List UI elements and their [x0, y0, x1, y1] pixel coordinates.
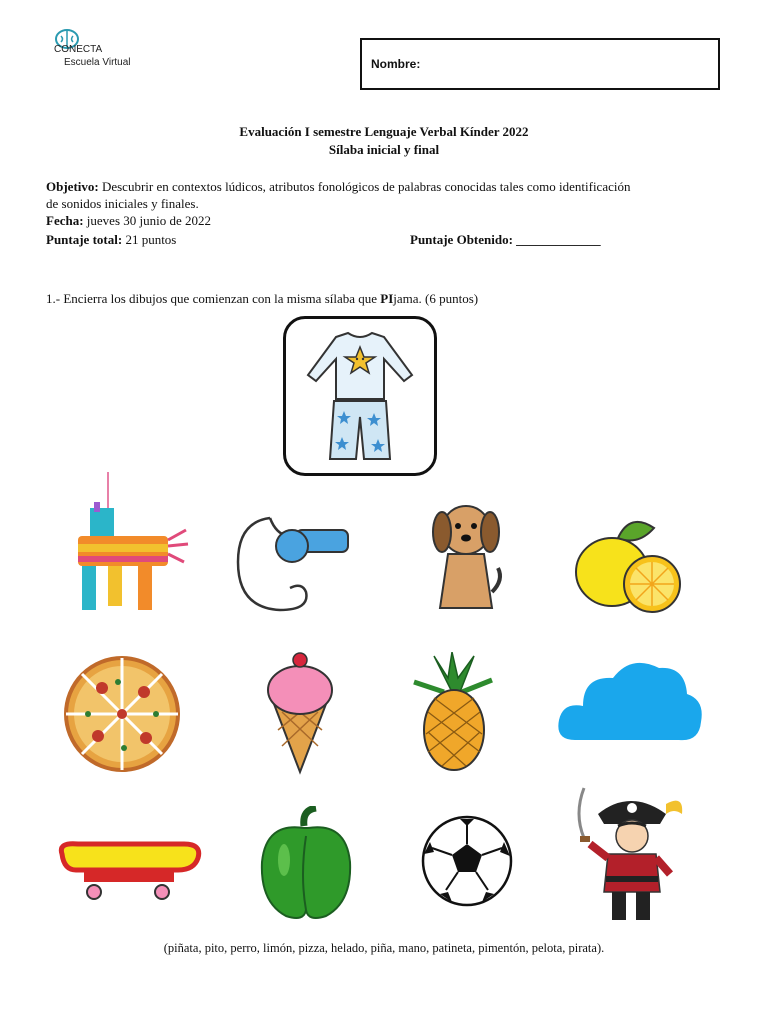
pizza-picture[interactable] [58, 652, 188, 777]
obtained-score-blank[interactable]: _____________ [516, 232, 601, 247]
pyjama-icon [286, 319, 434, 473]
school-logo [34, 28, 144, 76]
objective-text-continued: de sonidos iniciales y finales. [46, 196, 199, 211]
logo-word: CONECTA [54, 44, 103, 55]
name-label: Nombre: [371, 57, 421, 71]
question-1 [46, 291, 478, 307]
question-syllable: PI [380, 291, 394, 306]
pinata-picture[interactable] [60, 470, 190, 620]
whistle-picture[interactable] [230, 512, 360, 622]
obtained-score-line [410, 232, 601, 248]
total-score-value: 21 puntos [125, 232, 177, 247]
objective-text: Descubrir en contextos lúdicos, atributos fonológicos de palabras conocidas tales como identificación [101, 179, 631, 194]
skateboard-picture[interactable] [54, 836, 204, 906]
name-field[interactable] [360, 38, 720, 90]
date-label: Fecha: [46, 213, 84, 228]
objective-line [46, 179, 630, 195]
question-prefix: 1.- Encierra los dibujos que comienzan con la misma sílaba que [46, 291, 381, 306]
cloud-picture[interactable] [555, 654, 705, 749]
total-score-label: Puntaje total: [46, 232, 123, 247]
pirate-picture[interactable] [570, 784, 690, 924]
obtained-score-label: Puntaje Obtenido: [410, 232, 513, 247]
soccer-ball-picture[interactable] [420, 814, 515, 909]
total-score-line [46, 232, 176, 248]
word-list-caption: (piñata, pito, perro, limón, pizza, helado, piña, mano, patineta, pimentón, pelota, pirata). [163, 941, 605, 955]
page-title: Evaluación I semestre Lenguaje Verbal Kínder 2022 [239, 124, 529, 139]
date-value: jueves 30 junio de 2022 [86, 213, 212, 228]
ice-cream-picture[interactable] [260, 650, 340, 775]
pyjama-reference-frame [283, 316, 437, 476]
date-line [46, 213, 211, 229]
objective-label: Objetivo: [46, 179, 99, 194]
question-suffix: jama. (6 puntos) [393, 291, 479, 306]
dog-picture[interactable] [430, 496, 510, 616]
page-subtitle: Sílaba inicial y final [328, 142, 440, 157]
bell-pepper-picture[interactable] [256, 806, 356, 921]
pineapple-picture[interactable] [404, 652, 504, 772]
lemon-picture[interactable] [572, 514, 687, 614]
logo-subtitle: Escuela Virtual [64, 57, 131, 68]
